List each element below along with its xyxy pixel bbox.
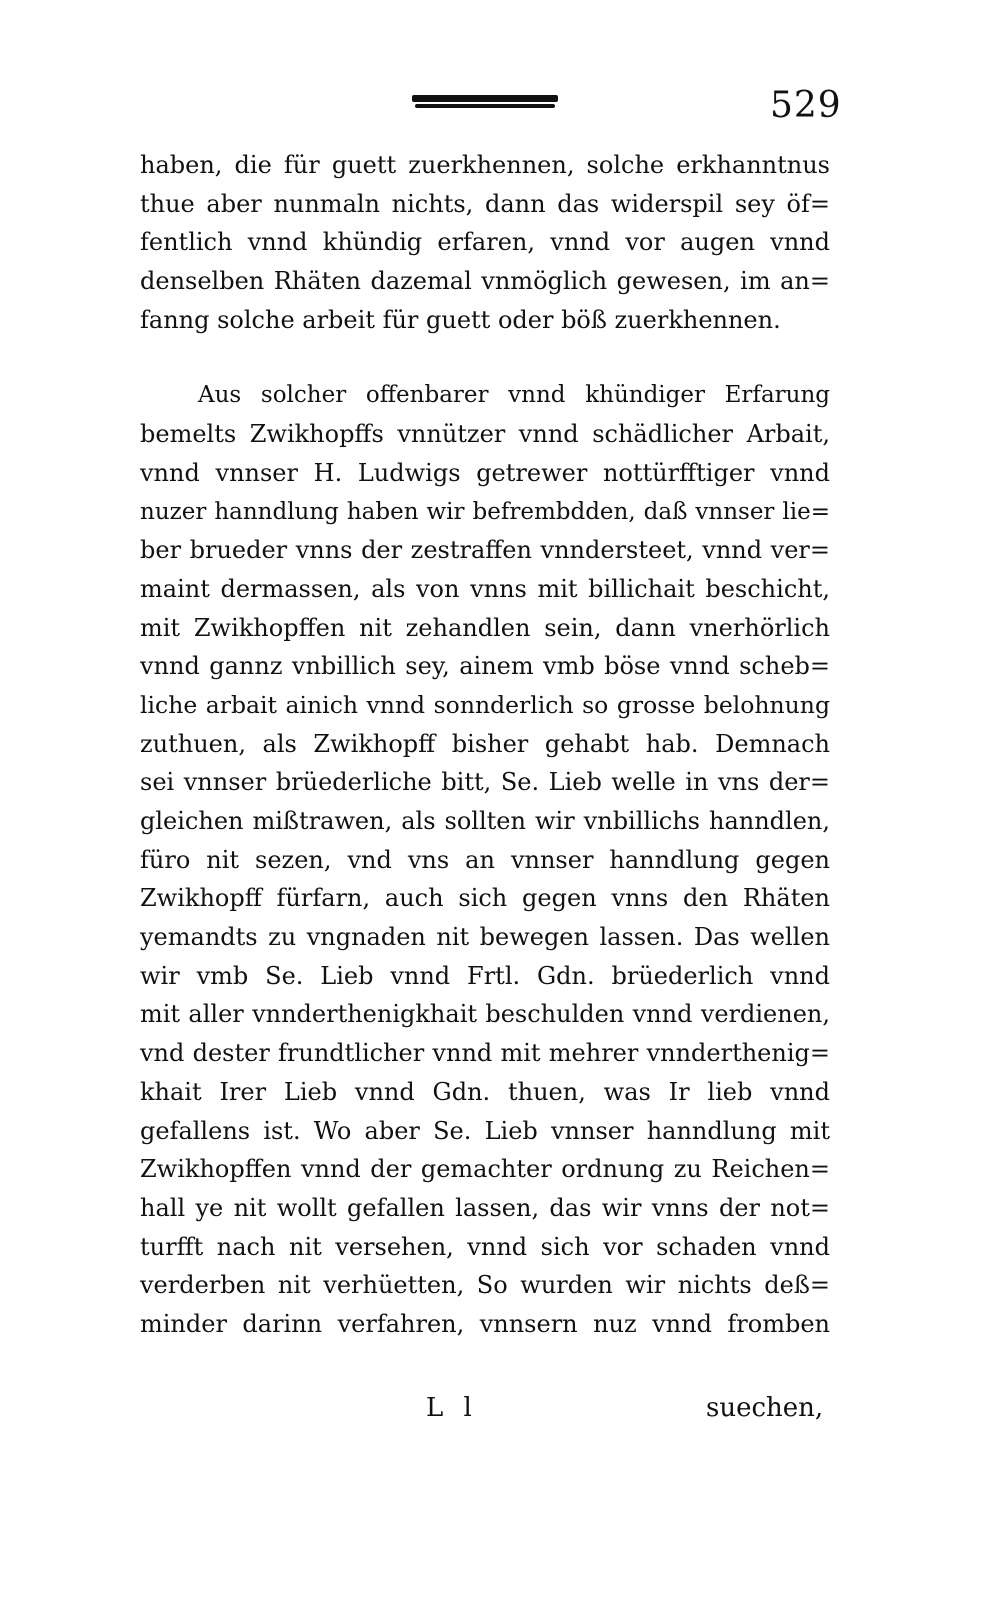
text-line: Aus solcher offenbarer vnnd khündiger Erfarung bbox=[198, 382, 830, 409]
text-line: maint dermassen, als von vnns mit billichait beschicht, bbox=[140, 574, 830, 603]
paragraph-2 bbox=[140, 376, 830, 1343]
text-line: fentlich vnnd khündig erfaren, vnnd vor augen vnnd bbox=[140, 228, 830, 257]
text-line: mit Zwikhopffen nit zehandlen sein, dann vnerhörlich bbox=[140, 613, 830, 642]
text-line: thue aber nunmaln nichts, dann das widerspil sey öf= bbox=[140, 189, 830, 218]
text-line: gefallens ist. Wo aber Se. Lieb vnnser hanndlung mit bbox=[140, 1116, 830, 1145]
text-line: Zwikhopffen vnnd der gemachter ordnung zu Reichen= bbox=[140, 1155, 830, 1184]
text-line: minder darinn verfahren, vnnsern nuz vnnd fromben bbox=[140, 1309, 830, 1338]
text-line: mit aller vnnderthenigkhait beschulden vnnd verdienen, bbox=[140, 1000, 830, 1029]
text-line: haben, die für guett zuerkhennen, solche erkhanntnus bbox=[140, 151, 830, 179]
text-line: turfft nach nit versehen, vnnd sich vor schaden vnnd bbox=[140, 1232, 830, 1261]
text-line: Zwikhopff fürfarn, auch sich gegen vnns den Rhäten bbox=[140, 884, 830, 913]
signature-mark: L l bbox=[426, 1393, 478, 1423]
text-line: hall ye nit wollt gefallen lassen, das wir vnns der not= bbox=[140, 1193, 830, 1222]
text-line: bemelts Zwikhopffs vnnützer vnnd schädlicher Arbait, bbox=[140, 420, 830, 449]
header-rule-bar bbox=[415, 104, 555, 108]
text-line: zuthuen, als Zwikhopff bisher gehabt hab. Demnach bbox=[140, 729, 830, 758]
text-line: füro nit sezen, vnd vns an vnnser hanndlung gegen bbox=[140, 845, 830, 874]
text-line: sei vnnser brüederliche bitt, Se. Lieb welle in vns der= bbox=[140, 768, 830, 797]
page-number: 529 bbox=[770, 85, 842, 126]
text-line: vnnd gannz vnbillich sey, ainem vmb böse vnnd scheb= bbox=[140, 652, 830, 681]
body-text bbox=[140, 146, 830, 1344]
text-line: nuzer hanndlung haben wir befrembdden, daß vnnser lie= bbox=[140, 498, 830, 525]
text-line: khait Irer Lieb vnnd Gdn. thuen, was Ir lieb vnnd bbox=[140, 1077, 830, 1106]
text-line: liche arbait ainich vnnd sonnderlich so grosse belohnung bbox=[140, 690, 830, 719]
text-line: ber brueder vnns der zestraffen vnndersteet, vnnd ver= bbox=[140, 536, 830, 565]
text-line: gleichen mißtrawen, als sollten wir vnbillichs hanndlen, bbox=[140, 807, 830, 835]
text-line: yemandts zu vngnaden nit bewegen lassen. Das wellen bbox=[140, 923, 830, 952]
text-line: vnnd vnnser H. Ludwigs getrewer nottürfftiger vnnd bbox=[140, 458, 830, 487]
header-rule-bar bbox=[412, 95, 558, 102]
paragraph-1 bbox=[140, 146, 830, 339]
text-line: fanng solche arbeit für guett oder böß zuerkhennen. bbox=[140, 305, 781, 334]
text-line: denselben Rhäten dazemal vnmöglich gewesen, im an= bbox=[140, 267, 830, 296]
header-rule bbox=[412, 95, 558, 113]
paragraph-gap bbox=[140, 339, 830, 376]
text-line: verderben nit verhüetten, So wurden wir nichts deß= bbox=[140, 1271, 830, 1300]
catchword: suechen, bbox=[706, 1393, 824, 1423]
page-footer bbox=[0, 1388, 1000, 1428]
text-line: wir vmb Se. Lieb vnnd Frtl. Gdn. brüederlich vnnd bbox=[140, 961, 830, 990]
text-line: vnd dester frundtlicher vnnd mit mehrer vnnderthenig= bbox=[140, 1039, 830, 1068]
